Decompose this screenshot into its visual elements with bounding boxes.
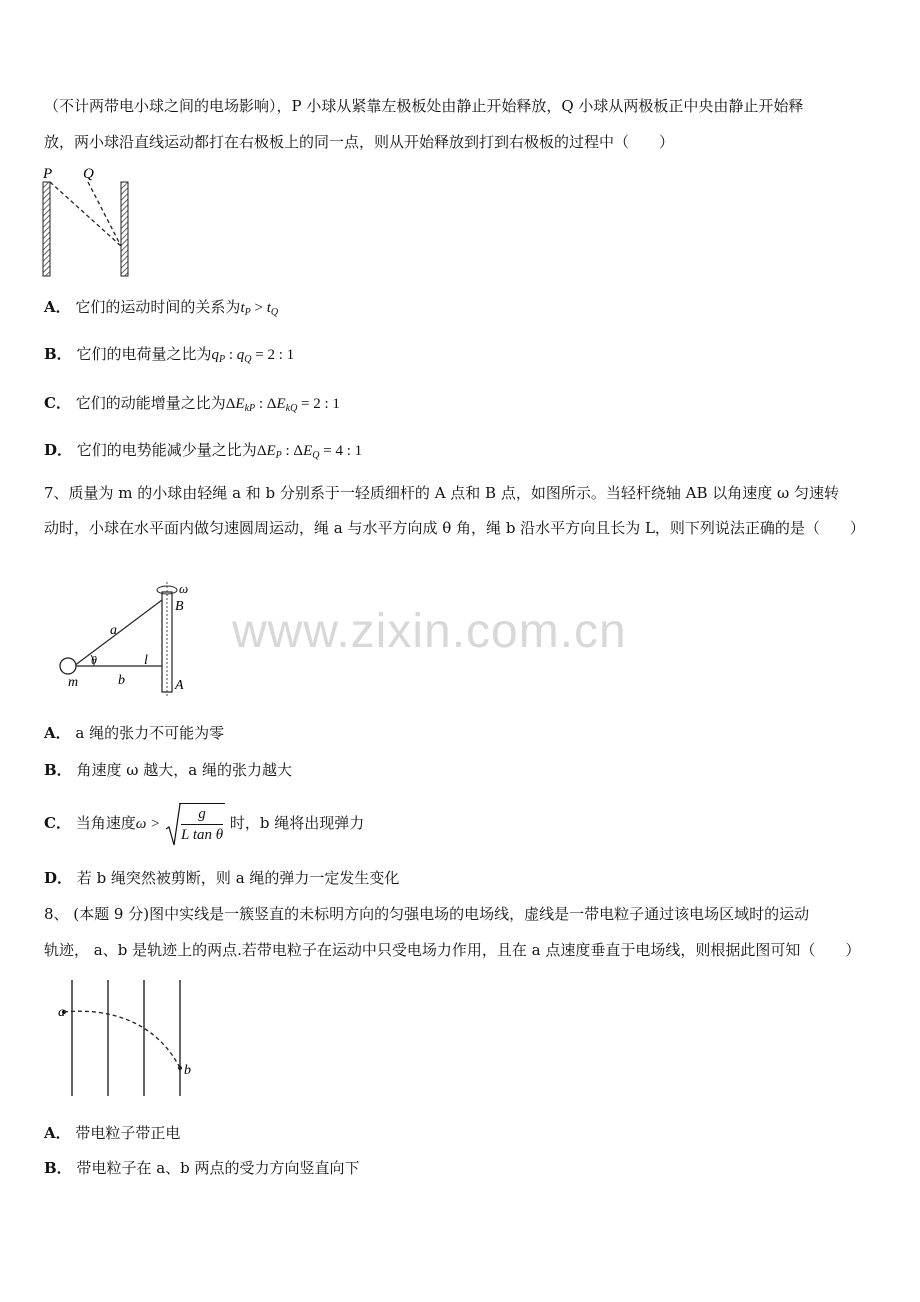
q7-option-c[interactable]: C． 当角速度ω > $\frac{g}{\text{L tan θ}}$ 时，b 绳将出现弹力 xyxy=(44,803,364,845)
label-rope-b: b xyxy=(118,673,125,688)
q6-line-1: （不计两带电小球之间的电场影响），P 小球从紧靠左极板处由静止开始释放，Q 小球从两极板正中央由静止开始释 xyxy=(44,97,804,115)
q7-option-d[interactable]: D． 若 b 绳突然被剪断，则 a 绳的弹力一定发生变化 xyxy=(44,869,400,887)
label-rope-a: a xyxy=(110,623,117,638)
label-b-point: B xyxy=(175,599,184,614)
label-theta: θ xyxy=(91,653,97,667)
q8-line-2: 轨迹， a、b 是轨迹上的两点.若带电粒子在运动中只受电场力作用，且在 a 点速度垂直于电场线，则根据此图可知（ ） xyxy=(44,941,861,959)
q6-capacitor-figure xyxy=(38,164,138,280)
q7-option-b[interactable]: B． 角速度 ω 越大，a 绳的张力越大 xyxy=(44,761,292,779)
label-p: P xyxy=(43,166,53,182)
label-l: l xyxy=(144,653,148,668)
q8-option-a[interactable]: A． 带电粒子带正电 xyxy=(44,1124,181,1142)
q7-line-1: 7、质量为 m 的小球由轻绳 a 和 b 分别系于一轻质细杆的 A 点和 B 点，如图所示。当轻杆绕轴 AB 以角速度 ω 匀速转 xyxy=(44,484,840,502)
watermark: www.zixin.com.cn xyxy=(232,605,627,658)
q7-option-a[interactable]: A． a 绳的张力不可能为零 xyxy=(44,724,225,742)
q6-option-b[interactable]: B． 它们的电荷量之比为$q_P$ : $q_Q = 2$ : 1 xyxy=(44,345,295,365)
q6-option-c[interactable]: C． 它们的动能增量之比为$\Delta E_{kP}$ : $\Delta E_{kQ} = 2$ : 1 xyxy=(44,394,340,414)
label-point-a: a xyxy=(58,1005,65,1020)
q7-rotating-rod-figure xyxy=(54,578,214,698)
label-m: m xyxy=(68,675,79,690)
label-point-b: b xyxy=(184,1063,191,1078)
q6-option-a[interactable]: A． 它们的运动时间的关系为$t_P > t_Q$ xyxy=(44,298,279,318)
label-omega: ω xyxy=(179,581,189,596)
q8-line-1: 8、 (本题 9 分)图中实线是一簇竖直的未标明方向的匀强电场的电场线，虚线是一带电粒子通过该电场区域时的运动 xyxy=(44,905,810,923)
q8-field-lines-figure xyxy=(54,978,204,1100)
label-q: Q xyxy=(83,166,94,182)
q7-line-2: 动时，小球在水平面内做匀速圆周运动，绳 a 与水平方向成 θ 角，绳 b 沿水平方向且长为 L，则下列说法正确的是（ ） xyxy=(44,519,865,537)
q6-line-2: 放，两小球沿直线运动都打在右极板上的同一点，则从开始释放到打到右极板的过程中（ ） xyxy=(44,133,675,151)
label-a-point: A xyxy=(175,678,184,693)
q8-option-b[interactable]: B． 带电粒子在 a、b 两点的受力方向竖直向下 xyxy=(44,1159,360,1177)
q6-option-d[interactable]: D． 它们的电势能减少量之比为$\Delta E_P$ : $\Delta E_Q = 4$ : 1 xyxy=(44,441,363,461)
